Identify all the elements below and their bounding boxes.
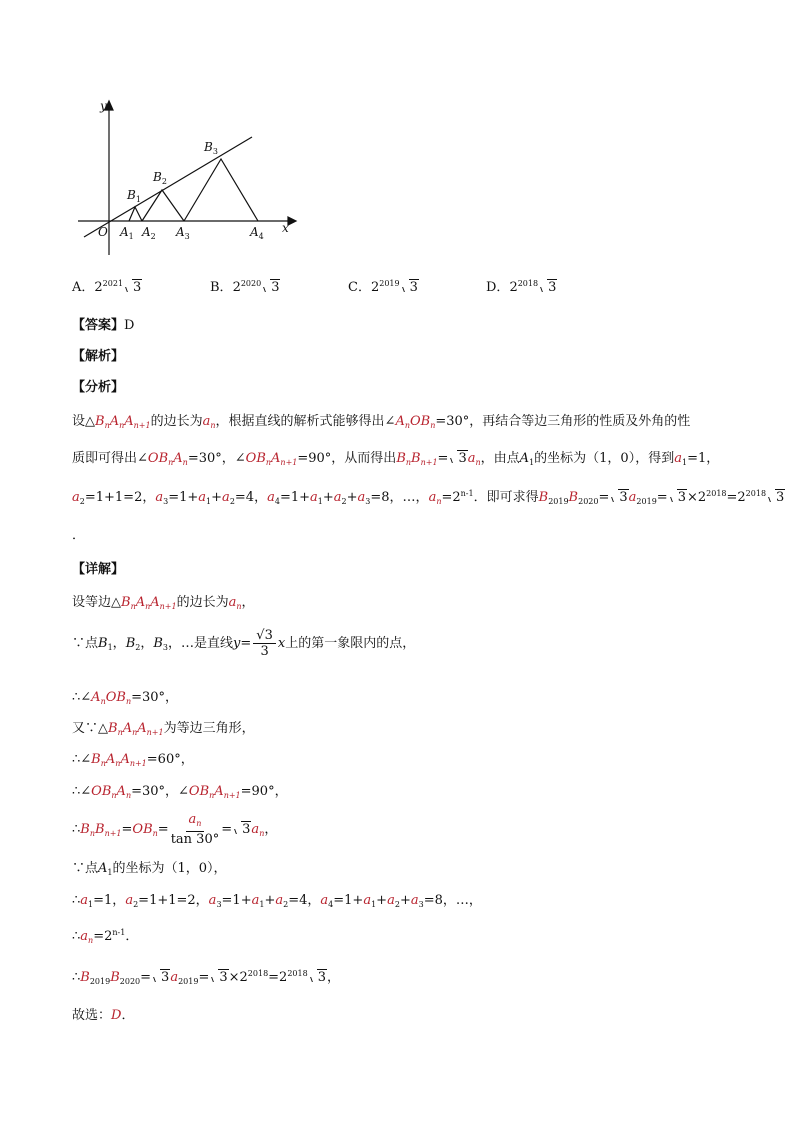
xj-line-3: $\therefore\angle A_nOB_n=30^\circ$， [72,690,179,706]
label-a1: $A_1$ [120,225,134,241]
xj-line-1: 设等边$\triangle B_nA_nA_{n+1}$的边长为$a_n$， [72,595,255,611]
label-a2: $A_2$ [142,225,156,241]
xj-line-7: $\therefore B_nB_{n+1}=OB_n=$ $\frac{a_n}{\tan 30^\circ}$ = $3a_n$， [72,812,278,847]
axis-y-label: y [100,99,107,113]
jiexi-heading: 【解析】 [72,349,125,364]
xj-line-11: $\therefore B_{2019}B_{2020}= 3a_{2019}= 3\times 2^{2018}=2^{2018}$ 3， [72,969,340,986]
geometry-figure [70,90,310,260]
fenxi-heading: 【分析】 [72,380,125,395]
xj-line-4: 又$\because\triangle B_nA_nA_{n+1}$为等边三角形， [72,721,255,737]
xj-line-12: 故选：D． [72,1008,135,1023]
fenxi-line-3: $a_2=1+1=2$，$a_3=1+a_1+a_2=4$，$a_4=1+a_1+a_2+a_3=8$，…，$a_n=2^{n-1}$．即可求得$B_{2019}B_{2020}= 3a_{2019}= 3\times 2^{2018}=2^{2018}$ 3 [72,489,785,506]
label-b1: $B_1$ [127,188,141,204]
xj-line-2: ∵点$B_1$，$B_2$，$B_3$，…是直线y= $\frac{√3}{3}$ x上的第一象限内的点， [72,628,416,659]
xj-line-8: ∵点$A_1$的坐标为（1，0）， [72,861,227,877]
option-a[interactable]: A．$2^{2021}$ 3 [72,279,142,295]
xj-line-6: $\therefore\angle OB_nA_n=30^\circ$，$\angle OB_nA_{n+1}=90^\circ$， [72,784,288,800]
xj-line-5: $\therefore\angle B_nA_nA_{n+1}=60^\circ$， [72,752,194,768]
label-b3: $B_3$ [204,140,218,156]
triangle-3 [184,159,258,221]
x-arrow [288,217,296,225]
option-c[interactable]: C．$2^{2019}$ 3 [348,279,418,295]
origin-label: O [98,225,108,239]
option-d[interactable]: D．$2^{2018}$ 3 [486,279,557,295]
label-b2: $B_2$ [153,170,167,186]
xj-line-9: $\therefore a_1=1$，$a_2=1+1=2$，$a_3=1+a_1+a_2=4$，$a_4=1+a_1+a_2+a_3=8$，…， [72,893,482,909]
axis-x-label: x [282,221,289,235]
answer-line: 【答案】D [72,318,135,333]
fenxi-line-2: 质即可得出$\angle OB_nA_n=30^\circ$，$\angle OB_nA_{n+1}=90^\circ$，从而得出$B_nB_{n+1}= 3a_n$，由点$A_1$的坐标为（1，0），得到$a_1=1$， [72,451,720,467]
triangle-2 [142,190,184,221]
option-b[interactable]: B．$2^{2020}$ 3 [210,279,280,295]
label-a4: $A_4$ [250,225,264,241]
xiangjie-heading: 【详解】 [72,562,125,577]
xj-line-10: $\therefore a_n=2^{n-1}$． [72,928,139,945]
fenxi-line-4: ． [72,528,86,543]
label-a3: $A_3$ [176,225,190,241]
fenxi-line-1: 设$\triangle B_nA_nA_{n+1}$的边长为$a_n$，根据直线的解析式能够得出$\angle A_nOB_n=30^\circ$，再结合等边三角形的性质及外角的性 [72,414,691,430]
